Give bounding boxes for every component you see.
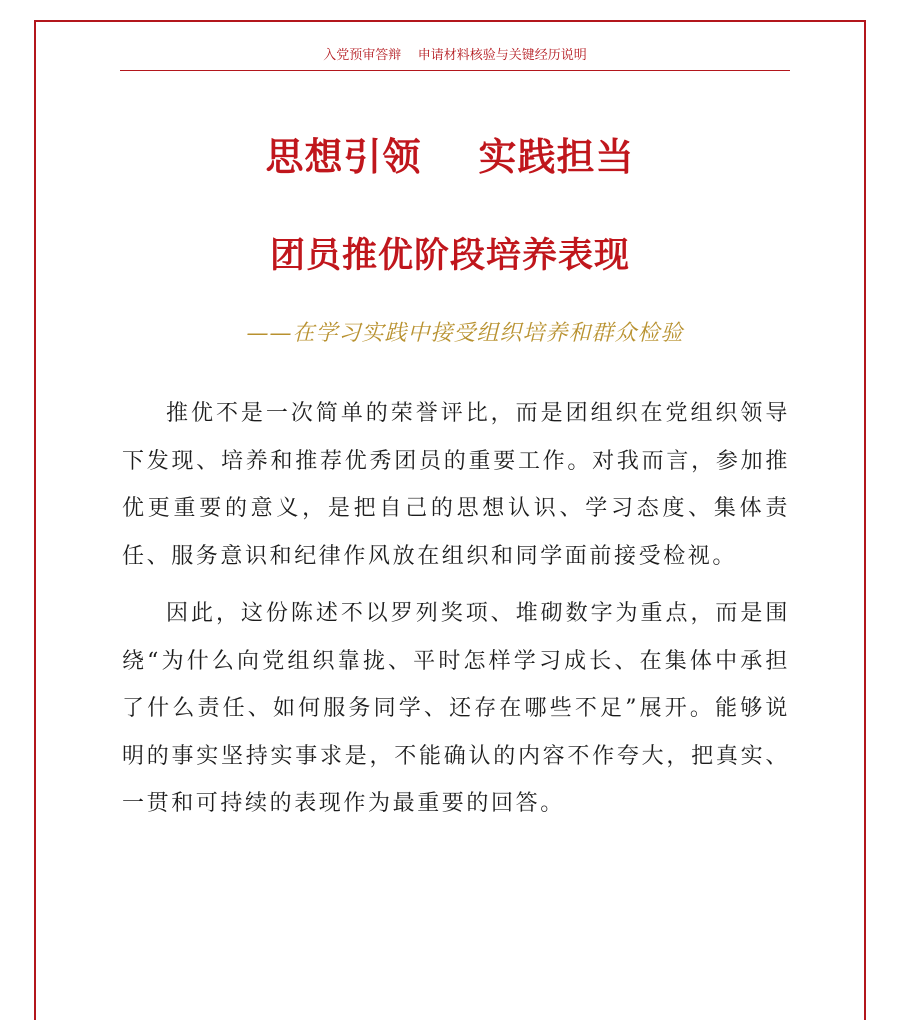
main-title: 思想引领 实践担当 (265, 135, 635, 179)
section-title: 团员推优阶段培养表现 (269, 236, 630, 276)
section-tagline: ——在学习实践中接受组织培养和群众检验 (246, 321, 684, 346)
running-header: 入党预审答辩 申请材料核验与关键经历说明 (323, 48, 587, 63)
body-paragraph: 推优不是一次简单的荣誉评比，而是团组织在党组织领导下发现、培养和推荐优秀团员的重要工作。对我而言，参加推优更重要的意义，是把自己的思想认识、学习态度、集体责任、服务意识和纪律作风放在组织和同学面前接受检视。 (122, 401, 790, 569)
body-text (122, 390, 790, 838)
body-paragraph: 因此，这份陈述不以罗列奖项、堆砌数字为重点，而是围绕“为什么向党组织靠拢、平时怎样学习成长、在集体中承担了什么责任、如何服务同学、还存在哪些不足”展开。能够说明的事实坚持实事求是，不能确认的内容不作夸大，把真实、一贯和可持续的表现作为最重要的回答。 (122, 601, 790, 816)
header-divider (120, 70, 790, 71)
